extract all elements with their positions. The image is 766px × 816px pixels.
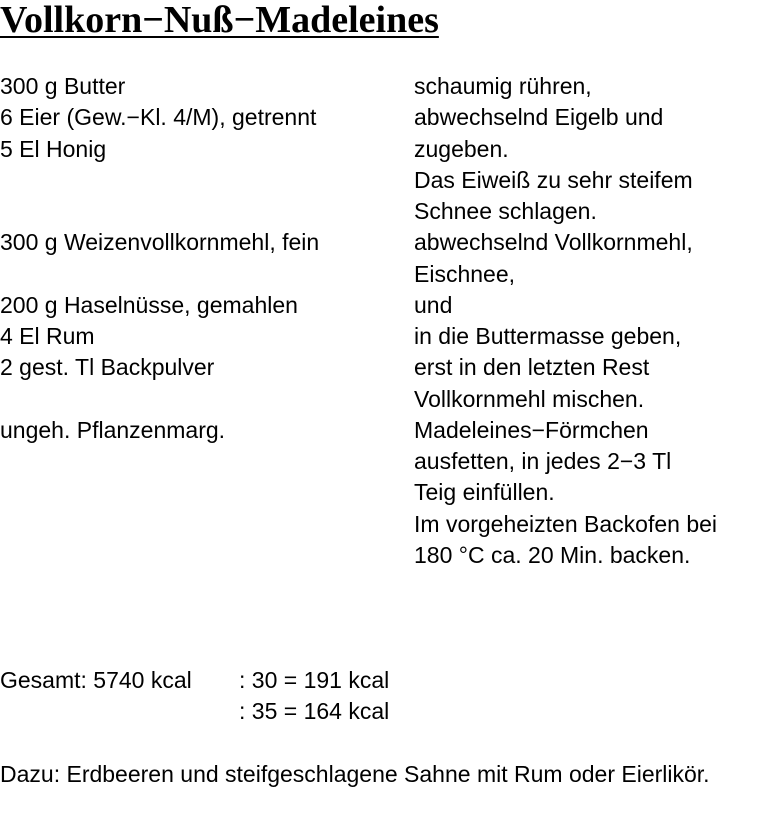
instruction-line: Eischnee, xyxy=(414,261,516,287)
ingredient-line: 6 Eier (Gew.−Kl. 4/M), getrennt xyxy=(0,104,317,130)
recipe-title: Vollkorn−Nuß−Madeleines xyxy=(0,0,439,41)
instruction-line: 180 °C ca. 20 Min. backen. xyxy=(414,542,691,568)
instruction-line: Im vorgeheizten Backofen bei xyxy=(414,511,718,537)
ingredient-line: 2 gest. Tl Backpulver xyxy=(0,354,215,380)
serving-suggestion: Dazu: Erdbeeren und steifgeschlagene Sahne mit Rum oder Eierlikör. xyxy=(0,761,710,787)
instruction-line: Das Eiweiß zu sehr steifem xyxy=(414,167,693,193)
ingredient-line: 300 g Butter xyxy=(0,73,126,99)
instruction-line: schaumig rühren, xyxy=(414,73,592,99)
ingredient-line: 4 El Rum xyxy=(0,323,95,349)
instruction-line: ausfetten, in jedes 2−3 Tl xyxy=(414,448,672,474)
calorie-total: Gesamt: 5740 kcal xyxy=(0,667,192,693)
instruction-line: Schnee schlagen. xyxy=(414,198,597,224)
instruction-line: Teig einfüllen. xyxy=(414,479,555,505)
instruction-line: abwechselnd Vollkornmehl, xyxy=(414,229,693,255)
instruction-line: abwechselnd Eigelb und xyxy=(414,104,664,130)
instruction-line: und xyxy=(414,292,453,318)
ingredient-line: 200 g Haselnüsse, gemahlen xyxy=(0,292,298,318)
instruction-line: zugeben. xyxy=(414,136,509,162)
instruction-line: Vollkornmehl mischen. xyxy=(414,386,645,412)
calorie-per-30: : 30 = 191 kcal xyxy=(239,667,390,693)
instruction-line: erst in den letzten Rest xyxy=(414,354,650,380)
calorie-per-35: : 35 = 164 kcal xyxy=(239,698,390,724)
ingredient-line: 300 g Weizenvollkornmehl, fein xyxy=(0,229,320,255)
ingredient-line: 5 El Honig xyxy=(0,136,107,162)
instruction-line: Madeleines−Förmchen xyxy=(414,417,649,443)
ingredient-line: ungeh. Pflanzenmarg. xyxy=(0,417,226,443)
instruction-line: in die Buttermasse geben, xyxy=(414,323,682,349)
